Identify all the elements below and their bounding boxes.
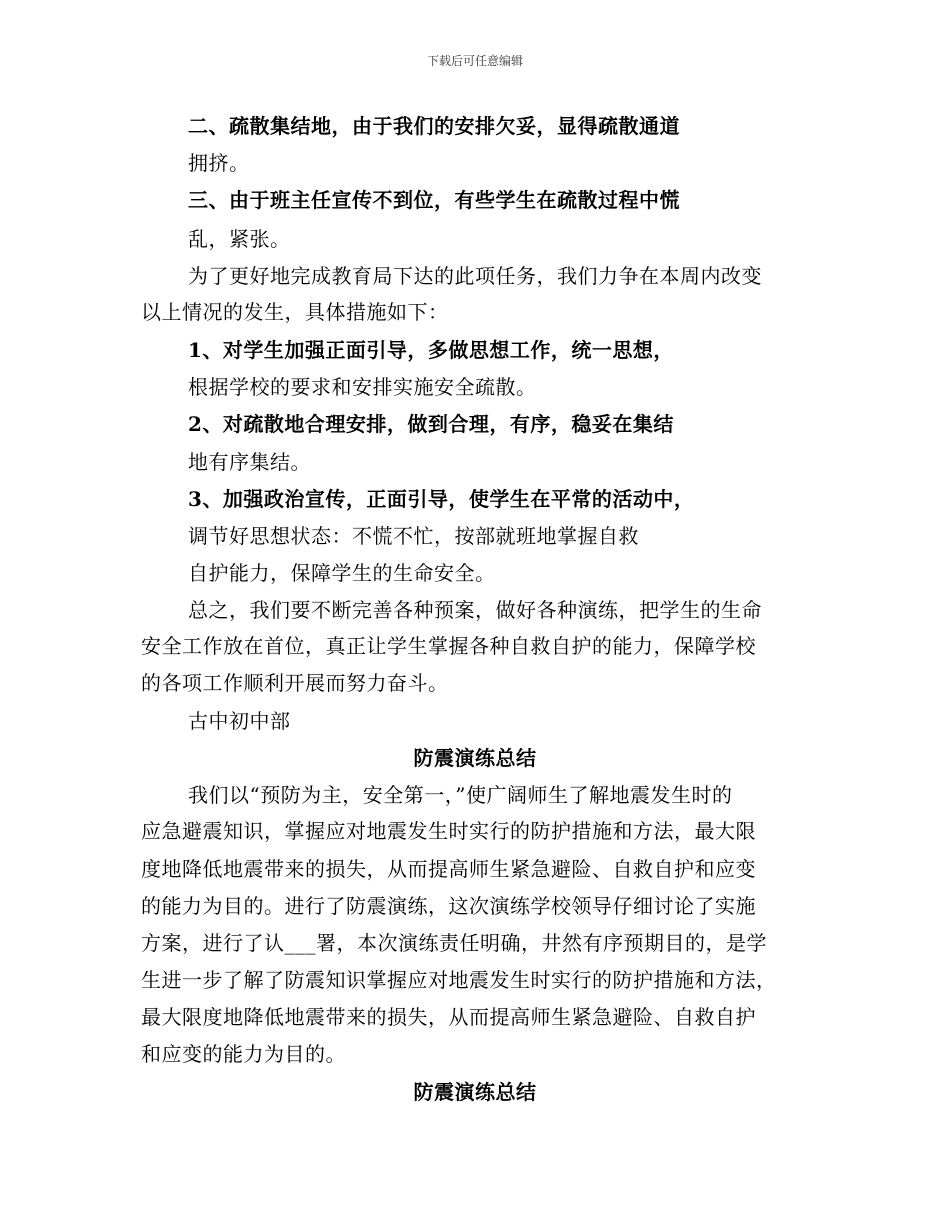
summary-line-8: 和应变的能力为目的。 [141,1042,346,1066]
measure-1-line-2: 根据学校的要求和安排实施安全疏散。 [188,375,537,399]
measure-2-line-2: 地有序集结。 [188,450,311,474]
summary-line-3: 度地降低地震带来的损失，从而提高师生紧急避险、自救自护和应变 [141,857,756,881]
measures-intro-line-1: 为了更好地完成教育局下达的此项任务，我们力争在本周内改变 [188,264,762,288]
summary-line-1: 我们以“预防为主，安全第一，”使广阔师生了解地震发生时的 [188,783,733,807]
measure-3-line-3: 自护能力，保障学生的生命安全。 [188,561,496,585]
measure-2-line-1: 2、对疏散地合理安排，做到合理，有序，稳妥在集结 [188,412,674,436]
conclusion-line-1: 总之，我们要不断完善各种预案，做好各种演练，把学生的生命 [188,598,762,622]
section-title-1: 防震演练总结 [413,746,537,770]
measures-intro-line-2: 以上情况的发生，具体措施如下： [141,300,449,324]
summary-line-2: 应急避震知识，掌握应对地震发生时实行的防护措施和方法，最大限 [141,819,756,843]
conclusion-line-3: 的各项工作顺利开展而努力奋斗。 [141,671,449,695]
measure-1-line-1: 1、对学生加强正面引导，多做思想工作，统一思想， [188,338,674,362]
summary-line-6: 生进一步了解了防震知识掌握应对地震发生时实行的防护措施和方法， [141,968,777,992]
issue-3-line-1: 三、由于班主任宣传不到位，有些学生在疏散过程中慌 [188,188,680,212]
issue-2-line-1: 二、疏散集结地，由于我们的安排欠妥，显得疏散通道 [188,114,680,138]
issue-3-line-2: 乱，紧张。 [188,227,291,251]
issue-2-line-2: 拥挤。 [188,151,250,175]
page-header-note: 下载后可任意编辑 [426,54,523,68]
summary-line-4: 的能力为目的。进行了防震演练，这次演练学校领导仔细讨论了实施 [141,894,756,918]
measure-3-line-1: 3、加强政治宣传，正面引导，使学生在平常的活动中， [188,487,695,511]
measure-3-line-2: 调节好思想状态：不慌不忙，按部就班地掌握自救 [188,524,639,548]
section-title-2: 防震演练总结 [413,1080,537,1104]
summary-line-5: 方案，进行了认___署，本次演练责任明确，井然有序预期目的，是学 [141,931,767,955]
conclusion-line-2: 安全工作放在首位，真正让学生掌握各种自救自护的能力，保障学校 [141,634,756,658]
summary-line-7: 最大限度地降低地震带来的损失，从而提高师生紧急避险、自救自护 [141,1005,756,1029]
signature-school: 古中初中部 [188,709,291,733]
